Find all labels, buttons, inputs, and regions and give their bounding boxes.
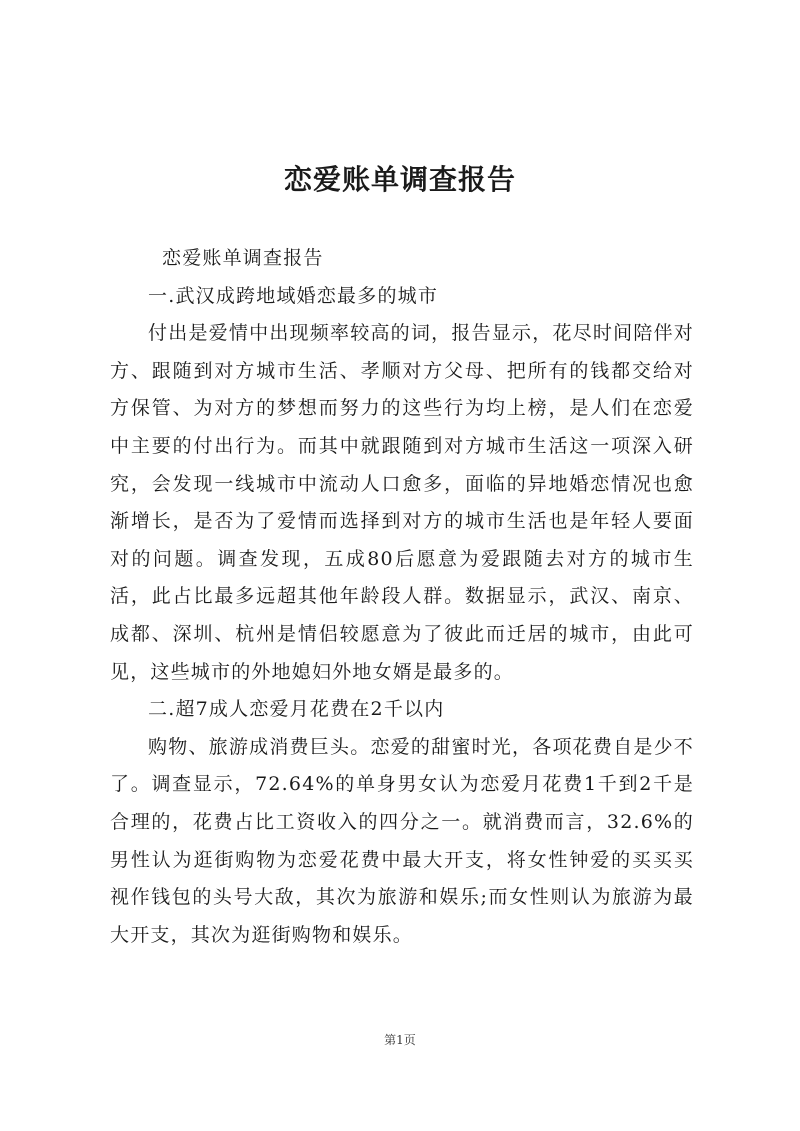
document-title: 恋爱账单调查报告	[283, 163, 516, 196]
paragraph-subtitle: 恋爱账单调查报告	[162, 247, 324, 269]
section-heading-2: 二.超7成人恋爱月花费在2千以内	[148, 698, 445, 721]
paragraph-section-2: 购物、旅游成消费巨头。恋爱的甜蜜时光，各项花费自是少不了。调查显示，72.64%的单身男女认为恋爱月花费1千到2千是合理的，花费占比工资收入的四分之一。就消费而言，32.6%的男性认为逛街购物为恋爱花费中最大开支，将女性钟爱的买买买视作钱包的头号大敌，其次为旅游和娱乐;而女性则认为旅游为最大开支，其次为逛街购物和娱乐。	[110, 735, 694, 946]
document-body	[110, 240, 694, 954]
page-number: 第1页	[384, 1033, 416, 1047]
paragraph-section-1: 付出是爱情中出现频率较高的词，报告显示，花尽时间陪伴对方、跟随到对方城市生活、孝顺对方父母、把所有的钱都交给对方保管、为对方的梦想而努力的这些行为均上榜，是人们在恋爱中主要的付出行为。而其中就跟随到对方城市生活这一项深入研究，会发现一线城市中流动人口愈多，面临的异地婚恋情况也愈渐增长，是否为了爱情而选择到对方的城市生活也是年轻人要面对的问题。调查发现，五成80后愿意为爱跟随去对方的城市生活，此占比最多远超其他年龄段人群。数据显示，武汉、南京、成都、深圳、杭州是情侣较愿意为了彼此而迁居的城市，由此可见，这些城市的外地媳妇外地女婿是最多的。	[110, 322, 694, 683]
section-heading-1: 一.武汉成跨地域婚恋最多的城市	[148, 284, 439, 307]
